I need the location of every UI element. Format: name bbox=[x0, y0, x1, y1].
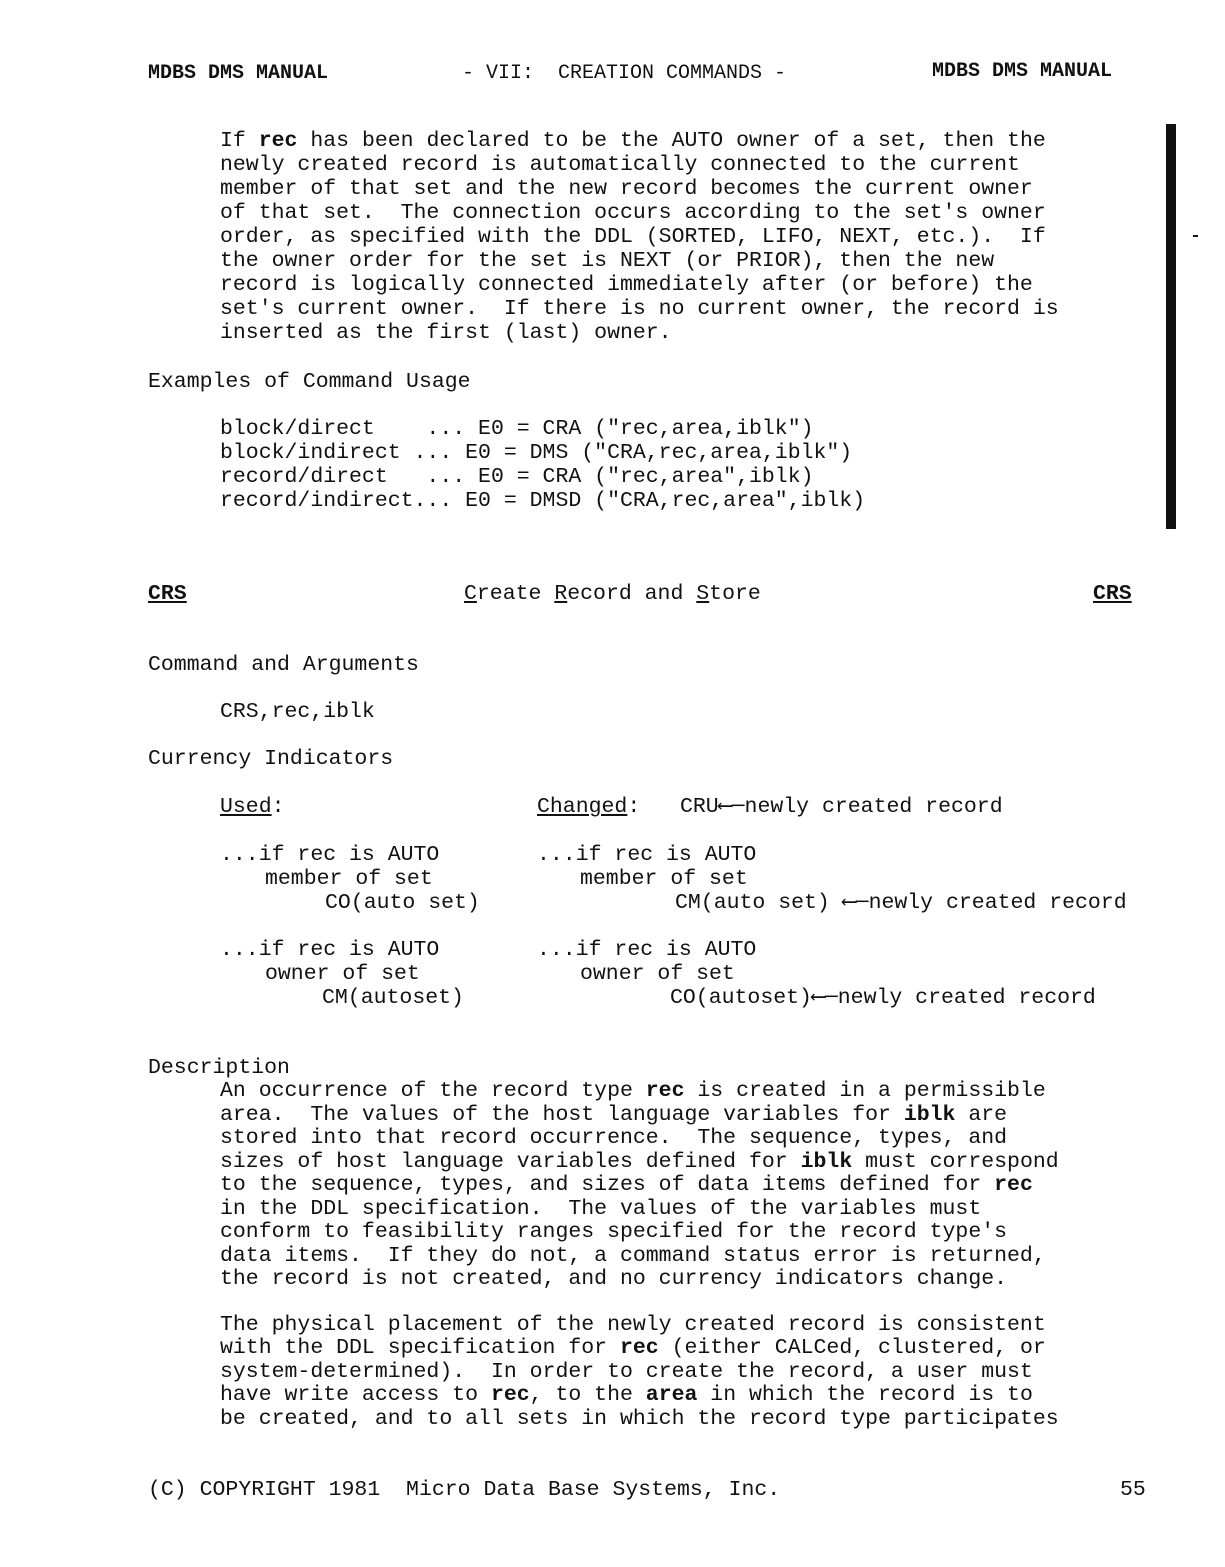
changed-block2-line1: ...if rec is AUTO bbox=[537, 938, 757, 962]
page-number: 55 bbox=[1120, 1478, 1146, 1502]
example-row: record/indirect... E0 = DMSD ("CRA,rec,area",iblk) bbox=[220, 489, 866, 513]
used-block2-line2: owner of set bbox=[265, 962, 420, 986]
used-block1-line2: member of set bbox=[265, 867, 433, 891]
change-bar bbox=[1166, 124, 1176, 529]
margin-mark bbox=[1193, 235, 1198, 237]
currency-heading: Currency Indicators bbox=[148, 747, 394, 771]
changed-block1-line2: member of set bbox=[580, 867, 748, 891]
changed-block1-line1: ...if rec is AUTO bbox=[537, 843, 757, 867]
crs-code-right: CRS bbox=[1093, 582, 1132, 606]
changed-block2-line3: CO(autoset)⟵─newly created record bbox=[670, 986, 1096, 1010]
example-row: block/indirect ... E0 = DMS ("CRA,rec,area,iblk") bbox=[220, 441, 853, 465]
examples-heading: Examples of Command Usage bbox=[148, 370, 471, 394]
changed-block1-line3: CM(auto set) ⟵─newly created record bbox=[675, 891, 1127, 915]
header-left: MDBS DMS MANUAL bbox=[148, 62, 329, 85]
command-heading: Command and Arguments bbox=[148, 653, 419, 677]
crs-code-left: CRS bbox=[148, 582, 187, 606]
description-heading: Description bbox=[148, 1056, 290, 1080]
used-label: Used: bbox=[220, 795, 285, 819]
used-block1-line1: ...if rec is AUTO bbox=[220, 843, 440, 867]
example-row: block/direct ... E0 = CRA ("rec,area,iblk") bbox=[220, 417, 814, 441]
example-row: record/direct ... E0 = CRA ("rec,area",iblk) bbox=[220, 465, 814, 489]
changed-value: CRU⟵─newly created record bbox=[680, 795, 1003, 819]
header-center: - VII: CREATION COMMANDS - bbox=[462, 62, 787, 85]
used-block1-line3: CO(auto set) bbox=[325, 891, 480, 915]
changed-block2-line2: owner of set bbox=[580, 962, 735, 986]
changed-label: Changed: bbox=[537, 795, 641, 819]
used-block2-line3: CM(autoset) bbox=[322, 986, 464, 1010]
command-syntax: CRS,rec,iblk bbox=[220, 700, 375, 724]
footer-copyright: (C) COPYRIGHT 1981 Micro Data Base Systems, Inc. bbox=[148, 1478, 781, 1502]
used-block2-line1: ...if rec is AUTO bbox=[220, 938, 440, 962]
crs-title: Create Record and Store bbox=[464, 582, 761, 606]
header-right: MDBS DMS MANUAL bbox=[932, 60, 1113, 83]
